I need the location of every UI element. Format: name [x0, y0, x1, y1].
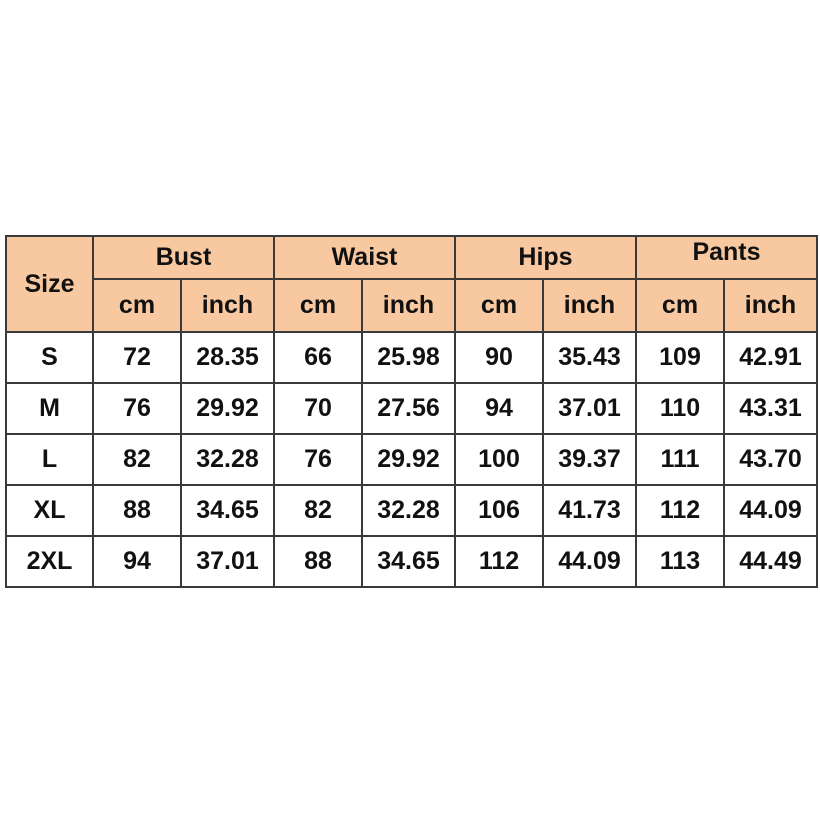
size-chart: [5, 235, 817, 588]
measurement-cell: 43.31: [724, 383, 817, 434]
table-row: [6, 485, 817, 536]
table-row: [6, 383, 817, 434]
measurement-cell: 25.98: [362, 332, 455, 383]
measurement-cell: 82: [274, 485, 362, 536]
measurement-cell: 39.37: [543, 434, 636, 485]
measurement-cell: 35.43: [543, 332, 636, 383]
bust-group-header: Bust: [93, 236, 274, 279]
measurement-cell: 90: [455, 332, 543, 383]
measurement-cell: 32.28: [181, 434, 274, 485]
measurement-cell: 34.65: [362, 536, 455, 587]
measurement-cell: 66: [274, 332, 362, 383]
measurement-cell: 29.92: [181, 383, 274, 434]
unit-header: cm: [636, 279, 724, 332]
measurement-cell: 37.01: [181, 536, 274, 587]
header-unit-row: [6, 279, 817, 332]
header-group-row: [6, 236, 817, 279]
unit-header: inch: [181, 279, 274, 332]
measurement-cell: 72: [93, 332, 181, 383]
measurement-cell: 88: [274, 536, 362, 587]
unit-header: inch: [724, 279, 817, 332]
measurement-cell: 41.73: [543, 485, 636, 536]
measurement-cell: 82: [93, 434, 181, 485]
unit-header: cm: [274, 279, 362, 332]
pants-group-label: Pants: [692, 238, 761, 266]
table-row: [6, 536, 817, 587]
table-row: [6, 434, 817, 485]
table-header: [6, 236, 817, 332]
measurement-cell: 106: [455, 485, 543, 536]
measurement-cell: 111: [636, 434, 724, 485]
measurement-cell: 27.56: [362, 383, 455, 434]
size-label-cell: M: [6, 383, 93, 434]
unit-header: inch: [362, 279, 455, 332]
waist-group-header: Waist: [274, 236, 455, 279]
size-label-cell: L: [6, 434, 93, 485]
measurement-cell: 44.09: [724, 485, 817, 536]
table-row: [6, 332, 817, 383]
pants-group-header: [636, 236, 817, 279]
unit-header: cm: [455, 279, 543, 332]
unit-header: inch: [543, 279, 636, 332]
measurement-cell: 34.65: [181, 485, 274, 536]
measurement-cell: 70: [274, 383, 362, 434]
table-body: [6, 332, 817, 587]
size-column-header: Size: [6, 236, 93, 332]
size-label-cell: 2XL: [6, 536, 93, 587]
measurement-cell: 100: [455, 434, 543, 485]
measurement-cell: 76: [93, 383, 181, 434]
measurement-cell: 32.28: [362, 485, 455, 536]
measurement-cell: 76: [274, 434, 362, 485]
measurement-cell: 28.35: [181, 332, 274, 383]
measurement-cell: 88: [93, 485, 181, 536]
measurement-cell: 44.09: [543, 536, 636, 587]
size-chart-table: [5, 235, 818, 588]
hips-group-header: Hips: [455, 236, 636, 279]
measurement-cell: 112: [455, 536, 543, 587]
measurement-cell: 29.92: [362, 434, 455, 485]
measurement-cell: 44.49: [724, 536, 817, 587]
measurement-cell: 42.91: [724, 332, 817, 383]
unit-header: cm: [93, 279, 181, 332]
size-label-cell: XL: [6, 485, 93, 536]
measurement-cell: 110: [636, 383, 724, 434]
measurement-cell: 37.01: [543, 383, 636, 434]
size-label-cell: S: [6, 332, 93, 383]
measurement-cell: 94: [455, 383, 543, 434]
measurement-cell: 112: [636, 485, 724, 536]
measurement-cell: 43.70: [724, 434, 817, 485]
measurement-cell: 94: [93, 536, 181, 587]
measurement-cell: 113: [636, 536, 724, 587]
measurement-cell: 109: [636, 332, 724, 383]
